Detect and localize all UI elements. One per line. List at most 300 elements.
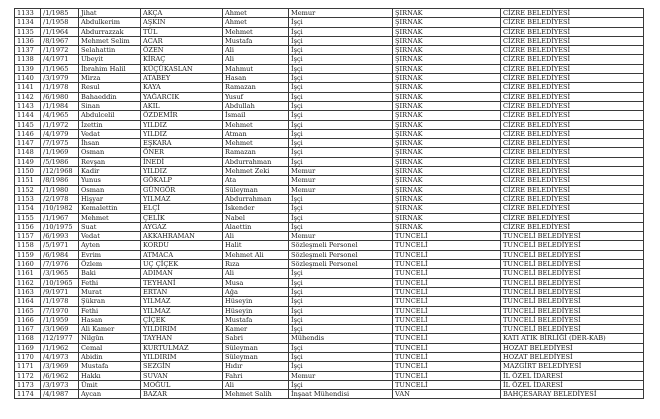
birth-date-cell: /7/1970 xyxy=(41,306,79,315)
birth-date-cell: /4/1987 xyxy=(41,390,79,399)
row-number-cell: 1143 xyxy=(15,101,41,110)
first-name-cell: Bahaeddin xyxy=(79,92,141,101)
first-name-cell: Baki xyxy=(79,269,141,278)
father-name-cell: Abdullah xyxy=(223,101,289,110)
position-cell: İşçi xyxy=(289,120,393,129)
birth-date-cell: /4/1971 xyxy=(41,55,79,64)
row-number-cell: 1169 xyxy=(15,343,41,352)
institution-cell: CİZRE BELEDİYESİ xyxy=(501,101,644,110)
birth-date-cell: /1/1972 xyxy=(41,120,79,129)
institution-cell: CİZRE BELEDİYESİ xyxy=(501,157,644,166)
table-row xyxy=(15,260,644,269)
birth-date-cell: /4/1973 xyxy=(41,352,79,361)
first-name-cell: Evrim xyxy=(79,250,141,259)
table-row xyxy=(15,315,644,324)
last-name-cell: ÖNER xyxy=(141,148,223,157)
position-cell: İşçi xyxy=(289,129,393,138)
province-cell: TUNCELİ xyxy=(393,241,501,250)
birth-date-cell: /3/1969 xyxy=(41,362,79,371)
position-cell: İşçi xyxy=(289,101,393,110)
province-cell: ŞIRNAK xyxy=(393,83,501,92)
first-name-cell: Resul xyxy=(79,83,141,92)
position-cell: İşçi xyxy=(289,204,393,213)
first-name-cell: Revşan xyxy=(79,157,141,166)
father-name-cell: Abdurrahman xyxy=(223,157,289,166)
birth-date-cell: /7/1976 xyxy=(41,260,79,269)
table-row xyxy=(15,111,644,120)
first-name-cell: Nilgün xyxy=(79,334,141,343)
row-number-cell: 1174 xyxy=(15,390,41,399)
row-number-cell: 1138 xyxy=(15,55,41,64)
institution-cell: CİZRE BELEDİYESİ xyxy=(501,92,644,101)
table-row xyxy=(15,204,644,213)
first-name-cell: Sinan xyxy=(79,101,141,110)
institution-cell: HOZAT BELEDİYESİ xyxy=(501,343,644,352)
institution-cell: KATI ATIK BİRLİĞİ (DER-KAB) xyxy=(501,334,644,343)
position-cell: Memur xyxy=(289,185,393,194)
table-row xyxy=(15,250,644,259)
province-cell: ŞIRNAK xyxy=(393,92,501,101)
province-cell: ŞIRNAK xyxy=(393,111,501,120)
institution-cell: CİZRE BELEDİYESİ xyxy=(501,185,644,194)
table-row xyxy=(15,55,644,64)
province-cell: ŞIRNAK xyxy=(393,129,501,138)
first-name-cell: Kadir xyxy=(79,167,141,176)
last-name-cell: KORDU xyxy=(141,241,223,250)
position-cell: İşçi xyxy=(289,315,393,324)
first-name-cell: Osman xyxy=(79,148,141,157)
father-name-cell: Hüseyin xyxy=(223,306,289,315)
father-name-cell: Mehmet Zeki xyxy=(223,167,289,176)
table-row xyxy=(15,46,644,55)
last-name-cell: EŞKARA xyxy=(141,139,223,148)
first-name-cell: Özlem xyxy=(79,260,141,269)
position-cell: İşçi xyxy=(289,213,393,222)
position-cell: İşçi xyxy=(289,74,393,83)
province-cell: TUNCELİ xyxy=(393,343,501,352)
row-number-cell: 1139 xyxy=(15,64,41,73)
institution-cell: CİZRE BELEDİYESİ xyxy=(501,18,644,27)
birth-date-cell: /4/1979 xyxy=(41,129,79,138)
province-cell: ŞIRNAK xyxy=(393,27,501,36)
father-name-cell: Alaettin xyxy=(223,222,289,231)
father-name-cell: Ahmet xyxy=(223,18,289,27)
position-cell: İnşaat Mühendisi xyxy=(289,390,393,399)
row-number-cell: 1156 xyxy=(15,222,41,231)
father-name-cell: Mehmet xyxy=(223,139,289,148)
province-cell: TUNCELİ xyxy=(393,371,501,380)
province-cell: TUNCELİ xyxy=(393,306,501,315)
province-cell: ŞIRNAK xyxy=(393,18,501,27)
institution-cell: MAZGİRT BELEDİYESİ xyxy=(501,362,644,371)
table-body xyxy=(15,9,644,399)
table-row xyxy=(15,213,644,222)
father-name-cell: Nabel xyxy=(223,213,289,222)
table-row xyxy=(15,194,644,203)
institution-cell: TUNCELİ BELEDİYESİ xyxy=(501,250,644,259)
last-name-cell: MOĞUL xyxy=(141,380,223,389)
first-name-cell: Fethi xyxy=(79,306,141,315)
institution-cell: TUNCELİ BELEDİYESİ xyxy=(501,278,644,287)
birth-date-cell: /3/1973 xyxy=(41,380,79,389)
birth-date-cell: /1/1984 xyxy=(41,101,79,110)
last-name-cell: KİRAÇ xyxy=(141,55,223,64)
row-number-cell: 1144 xyxy=(15,111,41,120)
first-name-cell: Hasan xyxy=(79,315,141,324)
last-name-cell: AKÇA xyxy=(141,9,223,18)
first-name-cell: Ali Kamer xyxy=(79,325,141,334)
institution-cell: TUNCELİ BELEDİYESİ xyxy=(501,232,644,241)
birth-date-cell: /8/1986 xyxy=(41,176,79,185)
table-row xyxy=(15,390,644,399)
first-name-cell: Kemalettin xyxy=(79,204,141,213)
position-cell: İşçi xyxy=(289,297,393,306)
birth-date-cell: /1/1958 xyxy=(41,18,79,27)
last-name-cell: AŞKIN xyxy=(141,18,223,27)
table-row xyxy=(15,222,644,231)
province-cell: ŞIRNAK xyxy=(393,194,501,203)
birth-date-cell: /1/1985 xyxy=(41,9,79,18)
birth-date-cell: /3/1965 xyxy=(41,269,79,278)
father-name-cell: Fahri xyxy=(223,371,289,380)
last-name-cell: YILMAZ xyxy=(141,306,223,315)
father-name-cell: Ali xyxy=(223,380,289,389)
institution-cell: TUNCELİ BELEDİYESİ xyxy=(501,269,644,278)
table-row xyxy=(15,176,644,185)
institution-cell: CİZRE BELEDİYESİ xyxy=(501,139,644,148)
father-name-cell: Ali xyxy=(223,55,289,64)
institution-cell: İL ÖZEL İDARESİ xyxy=(501,380,644,389)
first-name-cell: Abidin xyxy=(79,352,141,361)
row-number-cell: 1170 xyxy=(15,352,41,361)
table-row xyxy=(15,278,644,287)
birth-date-cell: /1/1978 xyxy=(41,83,79,92)
institution-cell: CİZRE BELEDİYESİ xyxy=(501,148,644,157)
province-cell: ŞIRNAK xyxy=(393,64,501,73)
province-cell: TUNCELİ xyxy=(393,325,501,334)
birth-date-cell: /1/1972 xyxy=(41,46,79,55)
last-name-cell: ERTAN xyxy=(141,287,223,296)
birth-date-cell: /1/1978 xyxy=(41,297,79,306)
province-cell: ŞIRNAK xyxy=(393,55,501,64)
first-name-cell: Selahattin xyxy=(79,46,141,55)
position-cell: İşçi xyxy=(289,111,393,120)
position-cell: İşçi xyxy=(289,148,393,157)
province-cell: ŞIRNAK xyxy=(393,9,501,18)
row-number-cell: 1159 xyxy=(15,250,41,259)
row-number-cell: 1173 xyxy=(15,380,41,389)
first-name-cell: Osman xyxy=(79,185,141,194)
position-cell: Memur xyxy=(289,9,393,18)
province-cell: TUNCELİ xyxy=(393,380,501,389)
institution-cell: CİZRE BELEDİYESİ xyxy=(501,120,644,129)
province-cell: ŞIRNAK xyxy=(393,213,501,222)
province-cell: ŞIRNAK xyxy=(393,167,501,176)
birth-date-cell: /10/1975 xyxy=(41,222,79,231)
table-row xyxy=(15,36,644,45)
table-row xyxy=(15,287,644,296)
province-cell: ŞIRNAK xyxy=(393,36,501,45)
province-cell: ŞIRNAK xyxy=(393,176,501,185)
row-number-cell: 1147 xyxy=(15,139,41,148)
birth-date-cell: /1/1964 xyxy=(41,27,79,36)
first-name-cell: Hişyar xyxy=(79,194,141,203)
father-name-cell: Hıdır xyxy=(223,362,289,371)
province-cell: TUNCELİ xyxy=(393,260,501,269)
province-cell: TUNCELİ xyxy=(393,250,501,259)
province-cell: TUNCELİ xyxy=(393,352,501,361)
province-cell: TUNCELİ xyxy=(393,334,501,343)
position-cell: İşçi xyxy=(289,157,393,166)
father-name-cell: Süleyman xyxy=(223,352,289,361)
institution-cell: TUNCELİ BELEDİYESİ xyxy=(501,297,644,306)
province-cell: ŞIRNAK xyxy=(393,157,501,166)
father-name-cell: Abdurrahman xyxy=(223,194,289,203)
province-cell: ŞIRNAK xyxy=(393,101,501,110)
province-cell: TUNCELİ xyxy=(393,297,501,306)
institution-cell: CİZRE BELEDİYESİ xyxy=(501,222,644,231)
first-name-cell: Mehmet Selim xyxy=(79,36,141,45)
birth-date-cell: /10/1982 xyxy=(41,204,79,213)
birth-date-cell: /5/1986 xyxy=(41,157,79,166)
birth-date-cell: /3/1969 xyxy=(41,325,79,334)
birth-date-cell: /12/1977 xyxy=(41,334,79,343)
last-name-cell: YILDIZ xyxy=(141,129,223,138)
last-name-cell: SEZGİN xyxy=(141,362,223,371)
row-number-cell: 1161 xyxy=(15,269,41,278)
province-cell: TUNCELİ xyxy=(393,287,501,296)
birth-date-cell: /2/1978 xyxy=(41,194,79,203)
row-number-cell: 1165 xyxy=(15,306,41,315)
position-cell: İşçi xyxy=(289,269,393,278)
row-number-cell: 1167 xyxy=(15,325,41,334)
father-name-cell: Ata xyxy=(223,176,289,185)
last-name-cell: SUVAN xyxy=(141,371,223,380)
last-name-cell: YILDIZ xyxy=(141,120,223,129)
institution-cell: CİZRE BELEDİYESİ xyxy=(501,167,644,176)
position-cell: İşçi xyxy=(289,83,393,92)
position-cell: İşçi xyxy=(289,222,393,231)
father-name-cell: Musa xyxy=(223,278,289,287)
first-name-cell: Yunus xyxy=(79,176,141,185)
father-name-cell: Mehmet xyxy=(223,120,289,129)
table-row xyxy=(15,101,644,110)
father-name-cell: Mustafa xyxy=(223,315,289,324)
province-cell: ŞIRNAK xyxy=(393,222,501,231)
father-name-cell: Mehmet Ali xyxy=(223,250,289,259)
first-name-cell: Ayten xyxy=(79,241,141,250)
row-number-cell: 1140 xyxy=(15,74,41,83)
first-name-cell: Şükran xyxy=(79,297,141,306)
row-number-cell: 1150 xyxy=(15,167,41,176)
institution-cell: TUNCELİ BELEDİYESİ xyxy=(501,306,644,315)
father-name-cell: Atman xyxy=(223,129,289,138)
position-cell: Sözleşmeli Personel xyxy=(289,241,393,250)
table-row xyxy=(15,9,644,18)
institution-cell: CİZRE BELEDİYESİ xyxy=(501,129,644,138)
table-row xyxy=(15,27,644,36)
first-name-cell: Fethi xyxy=(79,278,141,287)
father-name-cell: Hasan xyxy=(223,74,289,83)
row-number-cell: 1157 xyxy=(15,232,41,241)
row-number-cell: 1135 xyxy=(15,27,41,36)
position-cell: Mühendis xyxy=(289,334,393,343)
table-row xyxy=(15,362,644,371)
first-name-cell: Mustafa xyxy=(79,362,141,371)
province-cell: ŞIRNAK xyxy=(393,139,501,148)
institution-cell: BAHÇESARAY BELEDİYESİ xyxy=(501,390,644,399)
father-name-cell: Mustafa xyxy=(223,36,289,45)
birth-date-cell: /6/1980 xyxy=(41,92,79,101)
institution-cell: CİZRE BELEDİYESİ xyxy=(501,213,644,222)
table-row xyxy=(15,120,644,129)
last-name-cell: ÖZDEMİR xyxy=(141,111,223,120)
institution-cell: CİZRE BELEDİYESİ xyxy=(501,36,644,45)
position-cell: İşçi xyxy=(289,325,393,334)
institution-cell: CİZRE BELEDİYESİ xyxy=(501,176,644,185)
table-row xyxy=(15,167,644,176)
province-cell: TUNCELİ xyxy=(393,278,501,287)
first-name-cell: Mehmet xyxy=(79,213,141,222)
row-number-cell: 1166 xyxy=(15,315,41,324)
father-name-cell: Ahmet xyxy=(223,9,289,18)
row-number-cell: 1155 xyxy=(15,213,41,222)
father-name-cell: Sabri xyxy=(223,334,289,343)
position-cell: İşçi xyxy=(289,352,393,361)
table-row xyxy=(15,185,644,194)
position-cell: İşçi xyxy=(289,278,393,287)
birth-date-cell: /1/1959 xyxy=(41,315,79,324)
birth-date-cell: /1/1962 xyxy=(41,343,79,352)
row-number-cell: 1151 xyxy=(15,176,41,185)
father-name-cell: İsmail xyxy=(223,111,289,120)
table-row xyxy=(15,297,644,306)
position-cell: İşçi xyxy=(289,64,393,73)
father-name-cell: Süleyman xyxy=(223,343,289,352)
position-cell: Memur xyxy=(289,176,393,185)
last-name-cell: ÇİÇEK xyxy=(141,315,223,324)
first-name-cell: Abdulkerim xyxy=(79,18,141,27)
father-name-cell: Mehmet Salih xyxy=(223,390,289,399)
table-row xyxy=(15,380,644,389)
province-cell: TUNCELİ xyxy=(393,232,501,241)
position-cell: İşçi xyxy=(289,18,393,27)
row-number-cell: 1154 xyxy=(15,204,41,213)
birth-date-cell: /1/1969 xyxy=(41,148,79,157)
last-name-cell: YILDIZ xyxy=(141,167,223,176)
table-row xyxy=(15,325,644,334)
birth-date-cell: /1/1965 xyxy=(41,64,79,73)
last-name-cell: ADIMAN xyxy=(141,269,223,278)
table-row xyxy=(15,343,644,352)
last-name-cell: AKIL xyxy=(141,101,223,110)
birth-date-cell: /1/1980 xyxy=(41,185,79,194)
table-row xyxy=(15,157,644,166)
last-name-cell: YILMAZ xyxy=(141,297,223,306)
last-name-cell: ÇELİK xyxy=(141,213,223,222)
first-name-cell: Aycan xyxy=(79,390,141,399)
father-name-cell: Rıza xyxy=(223,260,289,269)
last-name-cell: KAYA xyxy=(141,83,223,92)
birth-date-cell: /3/1979 xyxy=(41,74,79,83)
father-name-cell: Ali xyxy=(223,232,289,241)
last-name-cell: ATABEY xyxy=(141,74,223,83)
last-name-cell: ATMACA xyxy=(141,250,223,259)
row-number-cell: 1133 xyxy=(15,9,41,18)
father-name-cell: Ramazan xyxy=(223,148,289,157)
province-cell: ŞIRNAK xyxy=(393,148,501,157)
province-cell: ŞIRNAK xyxy=(393,46,501,55)
father-name-cell: Ağa xyxy=(223,287,289,296)
first-name-cell: Vedat xyxy=(79,129,141,138)
row-number-cell: 1162 xyxy=(15,278,41,287)
position-cell: İşçi xyxy=(289,46,393,55)
birth-date-cell: /6/1993 xyxy=(41,232,79,241)
first-name-cell: Vedat xyxy=(79,232,141,241)
province-cell: TUNCELİ xyxy=(393,315,501,324)
position-cell: Memur xyxy=(289,371,393,380)
row-number-cell: 1142 xyxy=(15,92,41,101)
birth-date-cell: /12/1968 xyxy=(41,167,79,176)
father-name-cell: Mehmet xyxy=(223,27,289,36)
last-name-cell: KÜÇÜKASLAN xyxy=(141,64,223,73)
position-cell: Memur xyxy=(289,232,393,241)
position-cell: Sözleşmeli Personel xyxy=(289,260,393,269)
last-name-cell: YILMAZ xyxy=(141,194,223,203)
birth-date-cell: /7/1975 xyxy=(41,139,79,148)
position-cell: İşçi xyxy=(289,139,393,148)
first-name-cell: İzettin xyxy=(79,120,141,129)
last-name-cell: AYGAZ xyxy=(141,222,223,231)
last-name-cell: YAĞARCIK xyxy=(141,92,223,101)
first-name-cell: Murat xyxy=(79,287,141,296)
row-number-cell: 1171 xyxy=(15,362,41,371)
row-number-cell: 1163 xyxy=(15,287,41,296)
province-cell: ŞIRNAK xyxy=(393,204,501,213)
row-number-cell: 1146 xyxy=(15,129,41,138)
first-name-cell: Jihat xyxy=(79,9,141,18)
institution-cell: CİZRE BELEDİYESİ xyxy=(501,27,644,36)
last-name-cell: ELÇİ xyxy=(141,204,223,213)
first-name-cell: İbrahim Halil xyxy=(79,64,141,73)
institution-cell: CİZRE BELEDİYESİ xyxy=(501,204,644,213)
first-name-cell: Hakkı xyxy=(79,371,141,380)
province-cell: VAN xyxy=(393,390,501,399)
first-name-cell: Cemal xyxy=(79,343,141,352)
position-cell: İşçi xyxy=(289,380,393,389)
birth-date-cell: /6/1984 xyxy=(41,250,79,259)
province-cell: TUNCELİ xyxy=(393,362,501,371)
last-name-cell: BAZAR xyxy=(141,390,223,399)
last-name-cell: ÖZEN xyxy=(141,46,223,55)
province-cell: ŞIRNAK xyxy=(393,185,501,194)
row-number-cell: 1153 xyxy=(15,194,41,203)
position-cell: Memur xyxy=(289,167,393,176)
position-cell: İşçi xyxy=(289,306,393,315)
position-cell: İşçi xyxy=(289,194,393,203)
table-row xyxy=(15,18,644,27)
last-name-cell: GÖKALP xyxy=(141,176,223,185)
row-number-cell: 1148 xyxy=(15,148,41,157)
row-number-cell: 1160 xyxy=(15,260,41,269)
father-name-cell: Halit xyxy=(223,241,289,250)
table-row xyxy=(15,139,644,148)
last-name-cell: GÜNGÖR xyxy=(141,185,223,194)
table-row xyxy=(15,371,644,380)
institution-cell: CİZRE BELEDİYESİ xyxy=(501,64,644,73)
last-name-cell: TAYHAN xyxy=(141,334,223,343)
position-cell: İşçi xyxy=(289,36,393,45)
